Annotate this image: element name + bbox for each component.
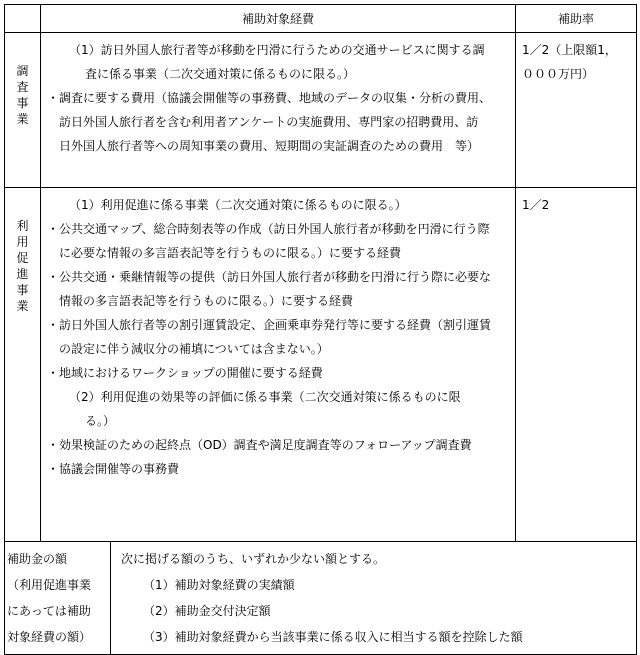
promotion-rate	[516, 188, 637, 542]
promotion-row	[5, 188, 637, 542]
survey-rate	[516, 33, 637, 188]
promotion-content-line: ・地域におけるワークショップの開催に要する経費	[47, 366, 323, 380]
promotion-content-line: ・公共交通・乗継情報等の提供（訪日外国人旅行者が移動を円滑に行う際に必要な	[47, 270, 492, 284]
header-blank-cell	[5, 5, 41, 33]
amount-content	[111, 542, 637, 655]
survey-label-char: 業	[16, 112, 29, 126]
survey-content-line: ・調査に要する費用（協議会開催等の事務費、地域のデータの収集・分析の費用、	[47, 91, 492, 105]
subsidy-table	[4, 4, 637, 655]
survey-label	[5, 33, 41, 188]
amount-label-line: （利用促進事業	[7, 578, 92, 592]
promotion-label-char: 事	[16, 283, 29, 297]
amount-row	[5, 542, 637, 655]
promotion-content-line: （1）利用促進に係る事業（二次交通対策に係るものに限る。）	[69, 198, 407, 212]
amount-content-line: （3）補助対象経費から当該事業に係る収入に相当する額を控除した額	[143, 630, 523, 644]
promotion-content	[41, 188, 516, 542]
header-row	[5, 5, 637, 33]
promotion-content-line: ・訪日外国人旅行者等の割引運賃設定、企画乗車券発行等に要する経費（割引運賃	[47, 318, 492, 332]
amount-content-line: （1）補助対象経費の実績額	[143, 578, 295, 592]
promotion-label-char: 利	[16, 219, 29, 233]
promotion-content-line: ・協議会開催等の事務費	[47, 462, 180, 476]
survey-content-line: 訪日外国人旅行者を含む利用者アンケートの実施費用、専門家の招聘費用、訪	[59, 115, 479, 129]
amount-label-line: 対象経費の額）	[7, 630, 92, 644]
promotion-rate-line: 1／2	[522, 198, 550, 212]
promotion-label-char: 用	[16, 235, 29, 249]
promotion-content-line: る。）	[85, 414, 116, 428]
promotion-label-char: 進	[16, 267, 29, 281]
amount-label-line: 補助金の額	[7, 552, 68, 566]
survey-rate-line: ０００万円）	[522, 67, 595, 81]
survey-label-char: 事	[16, 96, 29, 110]
promotion-label-char: 促	[16, 251, 29, 265]
amount-content-line: （2）補助金交付決定額	[143, 604, 271, 618]
header-target-expenses: 補助対象経費	[41, 5, 516, 33]
amount-content-line: 次に掲げる額のうち、いずれか少ない額とする。	[121, 552, 386, 566]
promotion-label	[5, 188, 41, 542]
amount-label-line: にあっては補助	[7, 604, 91, 618]
promotion-content-line: ・効果検証のための起終点（OD）調査や満足度調査等のフォローアップ調査費	[47, 438, 472, 452]
survey-content-line: 査に係る事業（二次交通対策に係るものに限る。）	[85, 67, 356, 81]
survey-row	[5, 33, 637, 188]
survey-rate-line: 1／2（上限額1，	[522, 43, 617, 57]
survey-content-line: 日外国人旅行者等への周知事業の費用、短期間の実証調査のための費用 等）	[59, 139, 480, 153]
survey-label-char: 査	[16, 80, 29, 94]
amount-label	[5, 542, 111, 655]
promotion-content-line: の設定に伴う減収分の補填については含まない。）	[59, 342, 329, 356]
promotion-content-line: に必要な情報の多言語表記等を行うものに限る。）に要する経費	[59, 246, 402, 260]
survey-content	[41, 33, 516, 188]
promotion-content-line: 情報の多言語表記等を行うものに限る。）に要する経費	[59, 294, 354, 308]
promotion-label-char: 業	[16, 299, 29, 313]
promotion-content-line: （2）利用促進の効果等の評価に係る事業（二次交通対策に係るものに限	[69, 390, 461, 404]
survey-content-line: （1）訪日外国人旅行者等が移動を円滑に行うための交通サービスに関する調	[69, 43, 485, 57]
promotion-content-line: ・公共交通マップ、総合時刻表等の作成（訪日外国人旅行者が移動を円滑に行う際	[47, 222, 490, 236]
header-rate: 補助率	[516, 5, 637, 33]
survey-label-char: 調	[16, 64, 29, 78]
